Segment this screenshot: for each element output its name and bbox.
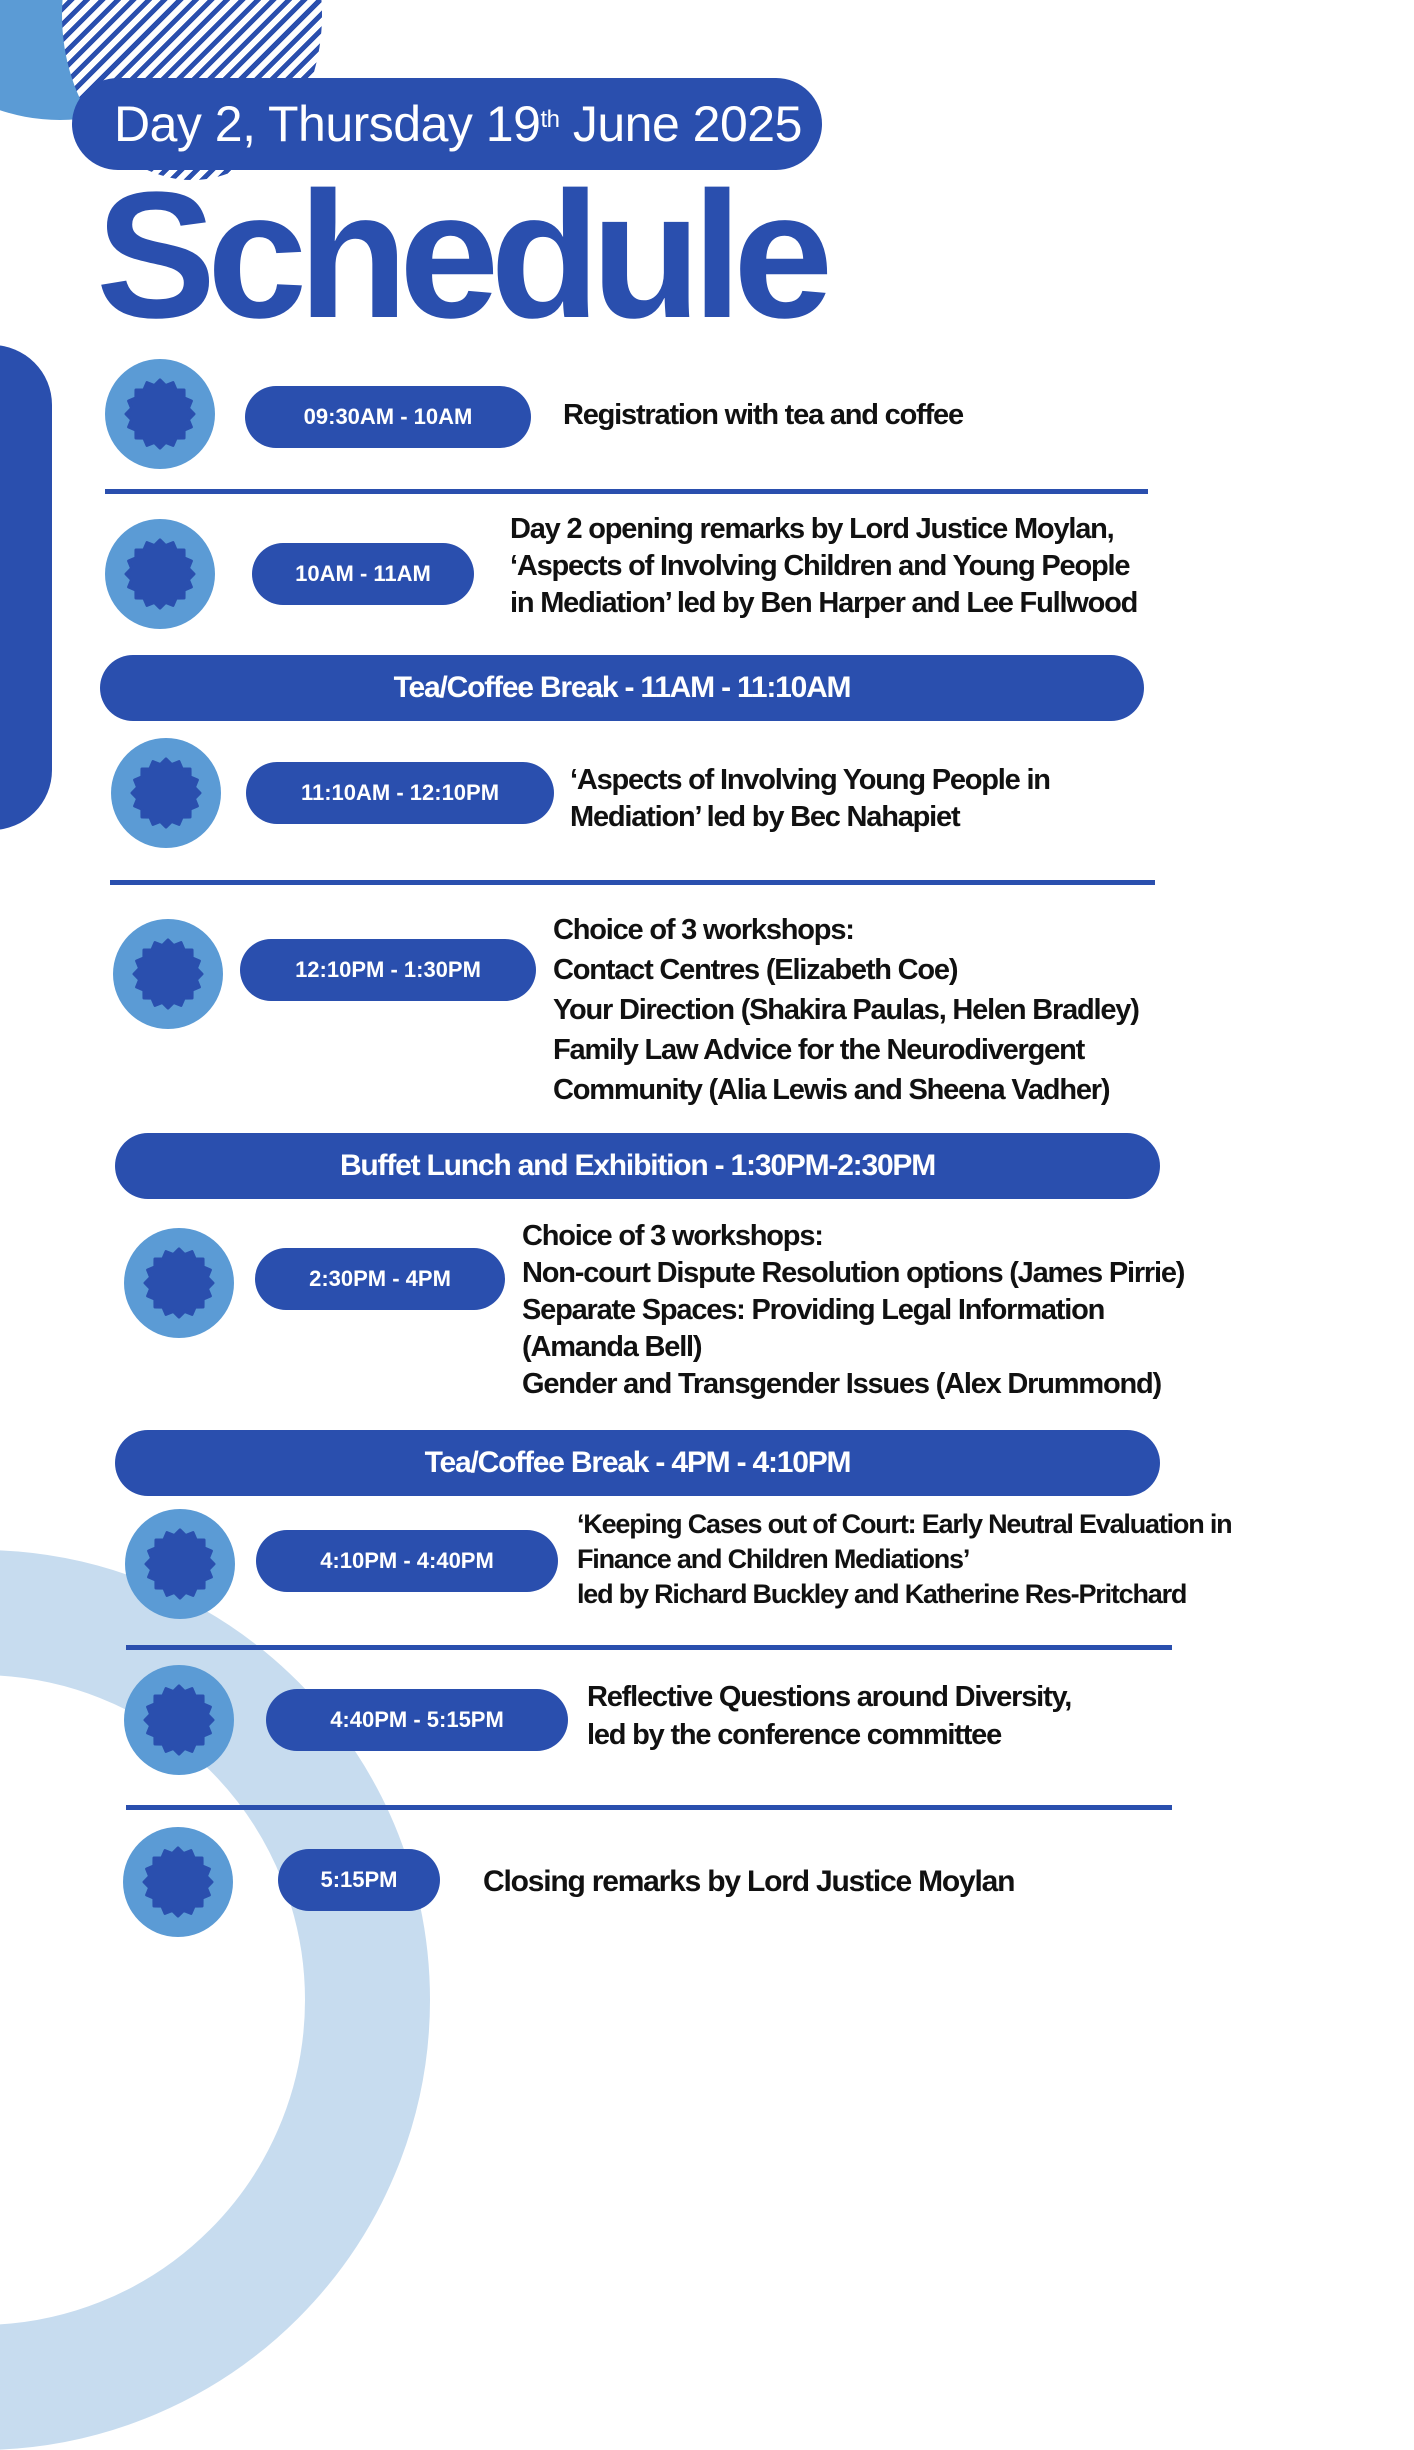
seal-badge-icon — [123, 1664, 235, 1776]
session-description — [483, 1863, 1014, 1901]
date-suffix: June 2025 — [559, 96, 802, 152]
break-banner: Buffet Lunch and Exhibition - 1:30PM-2:30PM — [115, 1133, 1160, 1199]
session-line: led by the conference committee — [587, 1719, 1002, 1751]
session-line: Reflective Questions around Diversity, — [587, 1681, 1072, 1713]
session-line: Registration with tea and coffee — [563, 399, 963, 431]
session-line: (Amanda Bell) — [522, 1331, 702, 1363]
session-description — [587, 1678, 1071, 1754]
session-line: Contact Centres (Elizabeth Coe) — [553, 954, 958, 986]
session-description — [570, 762, 1050, 836]
seal-badge-shape — [145, 1686, 213, 1754]
time-slot: 10AM - 11AM — [252, 543, 474, 605]
time-slot: 11:10AM - 12:10PM — [246, 762, 554, 824]
session-description — [577, 1507, 1231, 1612]
session-line: Day 2 opening remarks by Lord Justice Moylan, — [510, 513, 1114, 545]
time-slot: 09:30AM - 10AM — [245, 386, 531, 448]
decorative-side-bar — [0, 345, 52, 830]
seal-badge-icon — [104, 518, 216, 630]
session-line: ‘Aspects of Involving Young People in — [570, 764, 1050, 796]
seal-badge-shape — [146, 1530, 214, 1598]
divider — [110, 880, 1155, 885]
seal-badge-shape — [134, 940, 202, 1008]
session-line: Choice of 3 workshops: — [522, 1220, 823, 1252]
session-description — [510, 511, 1137, 622]
seal-badge-shape — [132, 759, 200, 827]
seal-badge-shape — [145, 1249, 213, 1317]
session-description — [522, 1218, 1184, 1403]
session-line: Separate Spaces: Providing Legal Information — [522, 1294, 1105, 1326]
session-line: Gender and Transgender Issues (Alex Drummond) — [522, 1368, 1161, 1400]
seal-badge-shape — [126, 540, 194, 608]
seal-badge-icon — [112, 918, 224, 1030]
session-line: Closing remarks by Lord Justice Moylan — [483, 1865, 1015, 1898]
divider — [105, 489, 1148, 494]
date-ordinal: th — [540, 106, 560, 133]
seal-badge-shape — [144, 1848, 212, 1916]
session-line: in Mediation’ led by Ben Harper and Lee Fullwood — [510, 587, 1138, 620]
time-slot: 2:30PM - 4PM — [255, 1248, 505, 1310]
session-line: ‘Aspects of Involving Children and Young People — [510, 550, 1130, 583]
seal-badge-icon — [104, 358, 216, 470]
seal-badge-icon — [123, 1227, 235, 1339]
break-banner: Tea/Coffee Break - 4PM - 4:10PM — [115, 1430, 1160, 1496]
divider — [126, 1645, 1172, 1650]
session-line: Choice of 3 workshops: — [553, 914, 854, 946]
session-line: Finance and Children Mediations’ — [577, 1544, 970, 1574]
session-description — [553, 910, 1139, 1110]
date-prefix: Day 2, Thursday 19 — [114, 96, 541, 152]
session-line: Community (Alia Lewis and Sheena Vadher) — [553, 1074, 1110, 1106]
seal-badge-shape — [126, 380, 194, 448]
seal-badge-icon — [110, 737, 222, 849]
seal-badge-icon — [124, 1508, 236, 1620]
session-line: Non-court Dispute Resolution options (James Pirrie) — [522, 1257, 1185, 1289]
divider — [126, 1805, 1172, 1810]
seal-badge-icon — [122, 1826, 234, 1938]
session-line: Family Law Advice for the Neurodivergent — [553, 1034, 1085, 1066]
time-slot: 4:10PM - 4:40PM — [256, 1530, 558, 1592]
session-line: led by Richard Buckley and Katherine Res-Pritchard — [577, 1579, 1187, 1609]
session-line: Your Direction (Shakira Paulas, Helen Bradley) — [553, 994, 1139, 1026]
time-slot: 12:10PM - 1:30PM — [240, 939, 536, 1001]
session-description — [563, 397, 963, 434]
time-slot: 4:40PM - 5:15PM — [266, 1689, 568, 1751]
break-banner: Tea/Coffee Break - 11AM - 11:10AM — [100, 655, 1144, 721]
page-title: Schedule — [96, 155, 825, 356]
session-line: ‘Keeping Cases out of Court: Early Neutral Evaluation in — [577, 1509, 1232, 1539]
time-slot: 5:15PM — [278, 1849, 440, 1911]
session-line: Mediation’ led by Bec Nahapiet — [570, 801, 960, 834]
